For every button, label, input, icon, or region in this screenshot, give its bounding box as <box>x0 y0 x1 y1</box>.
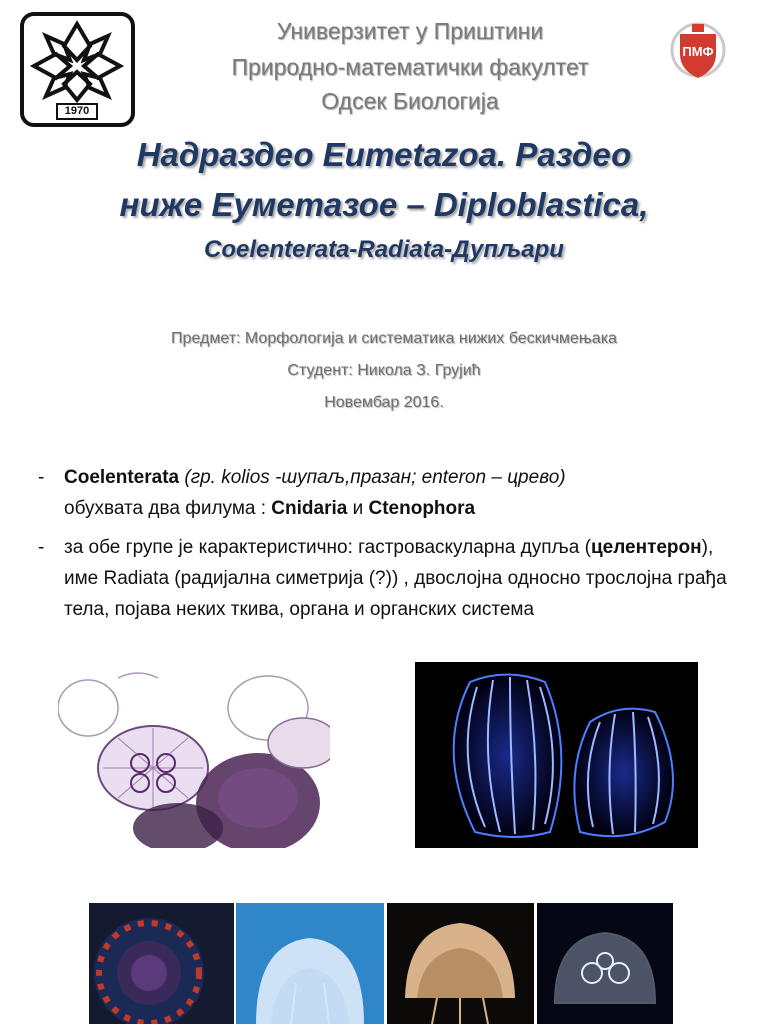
conjunction: и <box>347 498 369 519</box>
bullet-1-text: обухвата два филума : <box>64 498 272 519</box>
comb-jellies-photo <box>415 662 698 848</box>
faculty-logo-text: ПМФ <box>682 44 714 59</box>
term-coelenteron: целентерон <box>590 537 702 558</box>
title-line-2: ниже Еуметазое – Diploblastica, <box>119 186 649 223</box>
bullet-characteristics <box>38 532 738 625</box>
faculty-logo <box>670 20 726 82</box>
moon-jellyfish-group-photo <box>58 668 330 848</box>
university-name: Универзитет у Приштини <box>276 18 544 44</box>
logo-year: 1970 <box>64 105 90 117</box>
student: Студент: Никола З. Грујић <box>287 362 481 379</box>
translucent-jellyfish-photo <box>537 903 673 1024</box>
bullet-coelenterata <box>38 462 738 524</box>
blue-jellyfish-photo <box>236 903 384 1024</box>
department-name: Одсек Биологија <box>321 88 499 114</box>
etymology: (гр. kolios -шупаљ,празан; enteron – црево) <box>179 467 566 488</box>
phylum-ctenophora: Ctenophora <box>368 498 476 519</box>
radial-jellyfish-photo <box>89 903 234 1024</box>
phylum-cnidaria: Cnidaria <box>271 498 348 519</box>
date: Новембар 2016. <box>324 394 444 411</box>
title-line-3: Coelenterata-Radiata-Дупљари <box>204 236 564 263</box>
title-line-1: Надраздео Eumetazoa. Раздео <box>136 136 632 173</box>
bullet-2-text-a: за обе групе је карактеристично: гастроваскуларна дупља ( <box>64 537 591 558</box>
brown-jellyfish-photo <box>387 903 534 1024</box>
university-logo <box>20 12 135 127</box>
bullet-2-text-b: ), име Radiata (радијална симетрија (?)) , двослојна односно трослојна грађа тела, појава неких ткива, органа и органских система <box>64 537 727 620</box>
bullet-dash: - <box>38 467 45 488</box>
faculty-name: Природно-математички факултет <box>231 54 589 80</box>
subject: Предмет: Морфологија и систематика нижих бескичмењака <box>171 330 617 347</box>
term-coelenterata: Coelenterata <box>64 467 180 488</box>
bullet-dash: - <box>38 537 45 558</box>
